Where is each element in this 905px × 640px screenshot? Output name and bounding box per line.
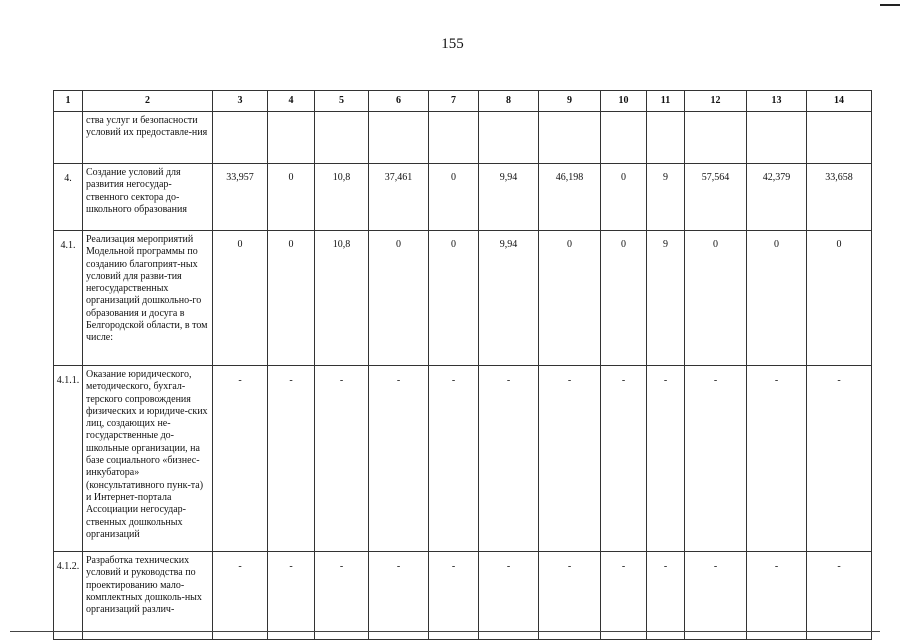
cell-value: 0 xyxy=(747,231,807,366)
table-row xyxy=(54,164,872,231)
row-code: 4.1. xyxy=(54,231,83,366)
table-row xyxy=(54,552,872,640)
budget-table xyxy=(53,90,872,640)
cell-value: - xyxy=(479,366,539,552)
cell-value: - xyxy=(369,552,429,640)
header-row xyxy=(54,91,872,112)
cell-value: 10,8 xyxy=(315,231,369,366)
cell-value: 37,461 xyxy=(369,164,429,231)
table-row xyxy=(54,366,872,552)
cell-value: - xyxy=(807,552,872,640)
cell-value: 9 xyxy=(647,164,685,231)
column-header: 13 xyxy=(747,91,807,112)
column-header: 8 xyxy=(479,91,539,112)
column-header: 6 xyxy=(369,91,429,112)
cell-value: - xyxy=(601,366,647,552)
row-code: 4. xyxy=(54,164,83,231)
cell-value xyxy=(685,112,747,164)
cell-value: 0 xyxy=(539,231,601,366)
cell-value xyxy=(807,112,872,164)
cell-value: - xyxy=(747,552,807,640)
cell-value: - xyxy=(369,366,429,552)
cell-value xyxy=(315,112,369,164)
cell-value: - xyxy=(747,366,807,552)
cell-value: - xyxy=(807,366,872,552)
column-header: 7 xyxy=(429,91,479,112)
cell-value xyxy=(429,112,479,164)
cell-value: - xyxy=(268,366,315,552)
cell-value: - xyxy=(685,552,747,640)
cell-value: - xyxy=(539,366,601,552)
cell-value: - xyxy=(601,552,647,640)
page-number: 155 xyxy=(441,36,464,52)
cell-value: - xyxy=(429,552,479,640)
cell-value xyxy=(747,112,807,164)
cell-value xyxy=(647,112,685,164)
corner-mark xyxy=(880,4,900,6)
cell-value: 9 xyxy=(647,231,685,366)
cell-value: - xyxy=(315,552,369,640)
cell-value: 33,658 xyxy=(807,164,872,231)
row-code xyxy=(54,112,83,164)
cell-value: 0 xyxy=(601,164,647,231)
row-description: Оказание юридического, методического, бухгал-терского сопровождения физических и юридиче-ских лиц, создающих не-государственные до-школьные организации, на базе социального «бизнес-инкубатора» (консультативного пунк-та) и Интернет-портала Ассоциации негосудар-ственных дошкольных организаций xyxy=(83,366,213,552)
row-description: Реализация мероприятий Модельной программы по созданию благоприят-ных условий для разви-тия негосударственных организаций дошкольно-го образования и досуга в Белгородской области, в том числе: xyxy=(83,231,213,366)
cell-value: 42,379 xyxy=(747,164,807,231)
cell-value: 0 xyxy=(268,231,315,366)
cell-value xyxy=(369,112,429,164)
cell-value: - xyxy=(268,552,315,640)
bottom-rule xyxy=(10,631,880,632)
column-header: 11 xyxy=(647,91,685,112)
cell-value: - xyxy=(647,552,685,640)
column-header: 5 xyxy=(315,91,369,112)
cell-value: 0 xyxy=(268,164,315,231)
row-code: 4.1.2. xyxy=(54,552,83,640)
column-header: 9 xyxy=(539,91,601,112)
cell-value: - xyxy=(647,366,685,552)
cell-value: 57,564 xyxy=(685,164,747,231)
cell-value: - xyxy=(479,552,539,640)
cell-value: 33,957 xyxy=(213,164,268,231)
cell-value xyxy=(601,112,647,164)
cell-value xyxy=(539,112,601,164)
table-row xyxy=(54,112,872,164)
column-header: 12 xyxy=(685,91,747,112)
cell-value: - xyxy=(539,552,601,640)
cell-value: - xyxy=(429,366,479,552)
row-description: ства услуг и безопасности условий их предоставле-ния xyxy=(83,112,213,164)
cell-value xyxy=(213,112,268,164)
column-header: 1 xyxy=(54,91,83,112)
cell-value xyxy=(268,112,315,164)
table-row xyxy=(54,231,872,366)
row-description: Создание условий для развития негосудар-ственного сектора до-школьного образования xyxy=(83,164,213,231)
cell-value: 10,8 xyxy=(315,164,369,231)
column-header: 10 xyxy=(601,91,647,112)
cell-value: 9,94 xyxy=(479,164,539,231)
cell-value: 0 xyxy=(213,231,268,366)
cell-value: 0 xyxy=(685,231,747,366)
cell-value: 0 xyxy=(429,164,479,231)
column-header: 3 xyxy=(213,91,268,112)
column-header: 4 xyxy=(268,91,315,112)
cell-value: - xyxy=(213,552,268,640)
row-description: Разработка технических условий и руководства по проектированию мало-комплектных дошколь-ных организаций различ- xyxy=(83,552,213,640)
cell-value: 0 xyxy=(601,231,647,366)
cell-value: 0 xyxy=(807,231,872,366)
row-code: 4.1.1. xyxy=(54,366,83,552)
cell-value: - xyxy=(685,366,747,552)
cell-value: 46,198 xyxy=(539,164,601,231)
cell-value: - xyxy=(213,366,268,552)
column-header: 2 xyxy=(83,91,213,112)
cell-value: 0 xyxy=(369,231,429,366)
cell-value: 0 xyxy=(429,231,479,366)
column-header: 14 xyxy=(807,91,872,112)
cell-value: - xyxy=(315,366,369,552)
cell-value xyxy=(479,112,539,164)
cell-value: 9,94 xyxy=(479,231,539,366)
